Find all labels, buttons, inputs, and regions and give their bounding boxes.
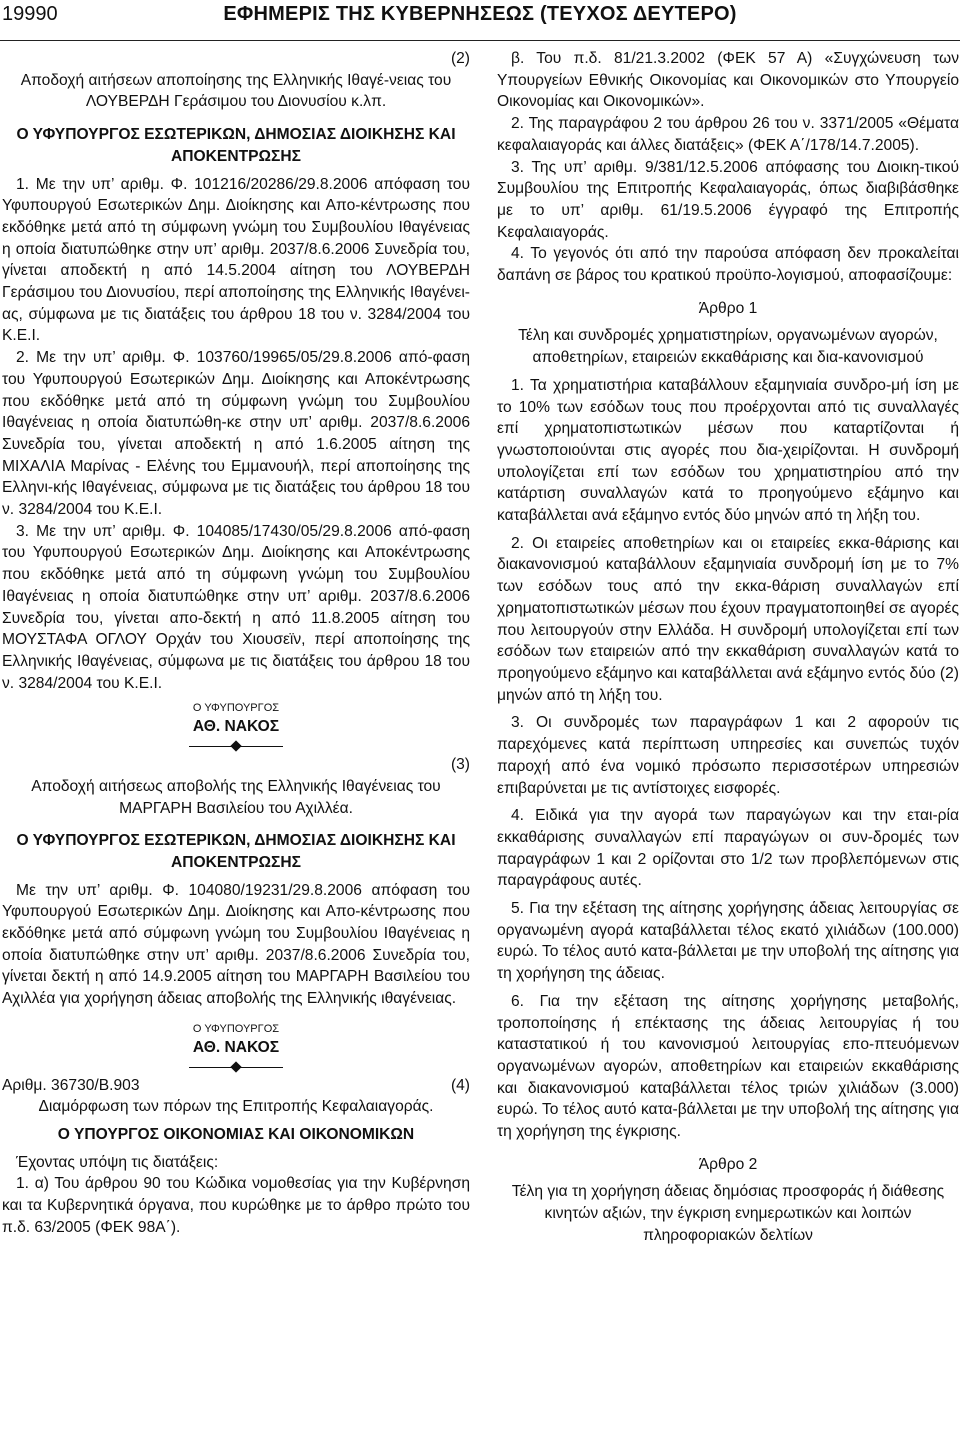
decision-2-paragraph-2: 2. Με την υπ’ αριθμ. Φ. 103760/19965/05/29.8.2006 από-φαση του Υφυπουργού Εσωτερικών Δημ. Διοίκησης και Αποκέντρωσης που εκδόθηκε μετά από τη σύμφωνη γνώμη του Συμβουλίου Ιθαγένειας η οποία διατυπώθη-κε στην υπ’ αριθμ. 2037/8.6.2006 Συνεδρία του, γίνεται αποδεκτή η από 1.6.2005 αίτηση της ΜΙΧΑΛΙΑ Μαρίνας - Ελένης του Εμμανουήλ, περί αποποίησης της Ελληνι-κής Ιθαγένειας, σύμφωνα με τις διατάξεις του άρθρου 18 του ν. 3284/2004 του Κ.Ε.Ι. (2, 349, 470, 519)
decision-4-reference: Αριθμ. 36730/Β.903 (2, 1076, 140, 1094)
decision-3-title: Αποδοχή αιτήσεως αποβολής της Ελληνικής Ιθαγένειας του ΜΑΡΓΑΡΗ Βασιλείου του Αχιλλέα. (31, 777, 441, 817)
decision-4-item-1a: 1. α) Του άρθρου 90 του Κώδικα νομοθεσίας για την Κυβέρνηση και τα Κυβερνητικά όργανα, που κυρώθηκε με το άρθρο πρώτο του π.δ. 63/2005 (ΦΕΚ 98Α΄). (2, 1175, 470, 1236)
article-2-text: Τέλη για τη χορήγηση άδειας δημόσιας προσφοράς ή διάθεσης κινητών αξιών, την έγκριση ενημερωτικών και λοιπών πληροφοριακών δελτίων (511, 1183, 945, 1244)
decision-3-signer-title: Ο ΥΦΥΠΟΥΡΓΟΣ (192, 1022, 280, 1035)
article-1-paragraph-4: 4. Ειδικά για την αγορά των παραγώγων και την εται-ρία εκκαθάρισης συναλλαγών επί παραγώγων οι συν-δρομές των παραγράφων 1 και 2 ορίζονται στο 1/2 των προβλεπόμενων στις παραγράφους αυτές. (497, 807, 959, 890)
decision-4-number: (4) (450, 1076, 470, 1094)
decision-2-signer-title: Ο ΥΦΥΠΟΥΡΓΟΣ (192, 702, 280, 715)
article-1-paragraph-3: 3. Οι συνδρομές των παραγράφων 1 και 2 αφορούν τις παρεχόμενες κατά περίπτωση υπηρεσίες και συνεπώς τυχόν παροχή από ένα νομικό πρόσωπο περισσοτέρων υπηρεσιών επιβαρύνεται με τις αντίστοιχες εισφορές. (497, 714, 959, 797)
decision-4-having: Έχοντας υπόψη τις διατάξεις: (16, 1153, 219, 1171)
article-1-title: Άρθρο 1 (698, 299, 758, 317)
decision-2-paragraph-3: 3. Με την υπ’ αριθμ. Φ. 104085/17430/05/29.8.2006 από-φαση του Υφυπουργού Εσωτερικών Δημ. Διοίκησης και Αποκέντρωσης που εκδόθηκε μετά από τη σύμφωνη γνώμη του Συμβουλίου Ιθαγένειας η οποία διατυπώθηκε στην υπ’ αριθμ. 2037/8.6.2006 Συνεδρία του, γίνεται απο-δεκτή η από 11.8.2005 αίτηση του ΜΟΥΣΤΑΦΑ ΟΓΛΟΥ Ορχάν του Χιουσεϊν, περί αποποίησης της Ελληνικής Ιθαγένειας, σύμφωνα με τις διατάξεις του άρθρου 18 του ν. 3284/2004 του Κ.Ε.Ι. (2, 522, 470, 692)
section-divider (2, 1061, 470, 1073)
article-2-title: Άρθρο 2 (698, 1155, 758, 1173)
section-divider (2, 740, 470, 752)
page-number: 19990 (2, 3, 58, 25)
left-column (2, 48, 470, 1238)
decision-2-signer-name: ΑΘ. ΝΑΚΟΣ (192, 718, 280, 736)
right-column (497, 48, 959, 1247)
decision-4-item-1b: β. Του π.δ. 81/21.3.2002 (ΦΕΚ 57 Α) «Συγχώνευση των Υπουργείων Εθνικής Οικονομίας και Οικονομικών στο Υπουργείο Οικονομίας και Οικονομικών». (497, 50, 959, 111)
decision-2-number: (2) (450, 50, 470, 67)
decision-2-paragraph-1: 1. Με την υπ’ αριθμ. Φ. 101216/20286/29.8.2006 απόφαση του Υφυπουργού Εσωτερικών Δημ. Διοίκησης και Απο-κέντρωσης που εκδόθηκε μετά από τη σύμφωνη γνώμη του Συμβουλίου Ιθαγένειας η οποία διατυπώθηκε στην υπ’ αριθμ. 2037/8.6.2006 Συνεδρία του, γίνεται αποδεκτή η από 14.5.2004 αίτηση του ΛΟΥΒΕΡΔΗ Γεράσιμου του Διονυσίου, περί αποποίησης της Ελληνικής Ιθαγένει-ας, σύμφωνα με τις διατάξεις του άρθρου 18 του ν. 3284/2004 του Κ.Ε.Ι. (2, 175, 470, 345)
decision-4-title: Διαμόρφωση των πόρων της Επιτροπής Κεφαλαιαγοράς. (38, 1098, 434, 1116)
article-1-paragraph-6: 6. Για την εξέταση της αίτησης χορήγησης μεταβολής, τροποποίησης ή επέκτασης της άδειας λειτουργίας ή του καταστατικού ή του κανονισμού λειτουργίας επο-πτευόμενων οργανωμένων αγορών, αποθετηρίων και εταιρειών εκκαθάρισης και διακανονισμού καταβάλλεται τέλος τριών χιλιάδων (3.000) ευρώ. Το τέλος αυτό κατα-βάλλεται με την υποβολή της αίτησης για τη χορήγηση της έγκρισης. (497, 992, 959, 1141)
article-1-paragraph-5: 5. Για την εξέταση της αίτησης χορήγησης άδειας λειτουργίας σε οργανωμένη αγορά καταβάλλεται τέλος εκατό χιλιάδων (100.000) ευρώ. Το τέλος αυτό κατα-βάλλεται με την υποβολή της αίτησης για τη χορήγηση της άδειας. (497, 900, 959, 983)
gazette-title: ΕΦΗΜΕΡΙΣ ΤΗΣ ΚΥΒΕΡΝΗΣΕΩΣ (ΤΕΥΧΟΣ ΔΕΥΤΕΡΟ) (223, 3, 737, 25)
decision-3-signer-name: ΑΘ. ΝΑΚΟΣ (192, 1038, 280, 1056)
decision-4-item-4: 4. Το γεγονός ότι από την παρούσα απόφαση δεν προκαλείται δαπάνη σε βάρος του κρατικού προϋπο-λογισμού, αποφασίζουμε: (497, 245, 959, 285)
decision-4-item-2: 2. Της παραγράφου 2 του άρθρου 26 του ν. 3371/2005 «Θέματα κεφαλαιαγοράς και άλλες διατάξεις» (ΦΕΚ Α΄/178/14.7.2005). (497, 115, 959, 154)
decision-3-body: Με την υπ’ αριθμ. Φ. 104080/19231/29.8.2006 απόφαση του Υφυπουργού Εσωτερικών Δημ. Διοίκησης και Απο-κέντρωσης που εκδόθηκε μετά από σύμφωνη γνώμη του Συμβουλίου Ιθαγένειας η οποία διατυπώθηκε στην υπ’ αριθμ. 2037/8.6.2006 Συνεδρία του, γίνεται δεκτή η από 14.9.2005 αίτηση του ΜΑΡΓΑΡΗ Βασιλείου του Αχιλλέα για χορήγηση άδειας αποβολής της Ελληνικής ιθαγένειας. (2, 881, 470, 1008)
decision-3-number: (3) (450, 756, 470, 774)
decision-2-authority: Ο ΥΦΥΠΟΥΡΓΟΣ ΕΣΩΤΕΡΙΚΩΝ, ΔΗΜΟΣΙΑΣ ΔΙΟΙΚΗΣΗΣ ΚΑΙ ΑΠΟΚΕΝΤΡΩΣΗΣ (16, 126, 456, 165)
page-header (0, 0, 960, 41)
decision-3-authority: Ο ΥΦΥΠΟΥΡΓΟΣ ΕΣΩΤΕΡΙΚΩΝ, ΔΗΜΟΣΙΑΣ ΔΙΟΙΚΗΣΗΣ ΚΑΙ ΑΠΟΚΕΝΤΡΩΣΗΣ (16, 832, 456, 871)
decision-4-ref-row (2, 1075, 470, 1097)
decision-2-title: Αποδοχή αιτήσεων αποποίησης της Ελληνικής Ιθαγέ-νειας του ΛΟΥΒΕΡΔΗ Γεράσιμου του Διονυσίου κ.λπ. (20, 71, 452, 111)
article-1-heading: Τέλη και συνδρομές χρηματιστηρίων, οργανωμένων αγορών, αποθετηρίων, εταιρειών εκκαθάρισης και δια-κανονισμού (518, 327, 938, 367)
decision-4-item-3: 3. Της υπ’ αριθμ. 9/381/12.5.2006 απόφασης του Διοικη-τικού Συμβουλίου της Επιτροπής Κεφαλαιαγοράς, όπως διαβιβάσθηκε με το υπ’ αριθμ. 61/19.5.2006 έγγραφό της Επιτροπής Κεφαλαιαγοράς. (497, 158, 959, 241)
article-1-paragraph-2: 2. Οι εταιρείες αποθετηρίων και οι εταιρείες εκκα-θάρισης και διακανονισμού καταβάλλουν εξαμηνιαία συνδρομή ίση με το 7% των εσόδων τους από την εκκα-θάριση συναλλαγών επί χρηματοπιστωτικών μέσων που έχουν πραγματοποιηθεί σε αγορές που λειτουργούν στην Ελλάδα. Η συνδρομή υπολογίζεται επί των εσόδων των εταιρειών από την εκκαθάριση συναλλαγών κατά το προηγούμενο εξάμηνο και καταβάλλεται ανά εξάμηνο εντός δύο (2) μηνών από τη λήξη του. (497, 534, 959, 704)
decision-4-authority: Ο ΥΠΟΥΡΓΟΣ ΟΙΚΟΝΟΜΙΑΣ ΚΑΙ ΟΙΚΟΝΟΜΙΚΩΝ (57, 1125, 415, 1143)
article-1-paragraph-1: 1. Τα χρηματιστήρια καταβάλλουν εξαμηνιαία συνδρο-μή ίση με το 10% των εσόδων τους που προέρχονται από τις συναλλαγές επί χρηματοπιστωτικών μέσων που καταρτίζονται ή γνωστοποιούνται στις αγορές που δια-χειρίζονται. Η συνδρομή υπολογίζεται επί των εσόδων του χρηματιστηρίου από την κατάρτιση συναλλαγών κατά το προηγούμενο εξάμηνο και καταβάλλεται ανά εξάμηνο εντός δύο μηνών από τη λήξη του. (497, 376, 959, 525)
